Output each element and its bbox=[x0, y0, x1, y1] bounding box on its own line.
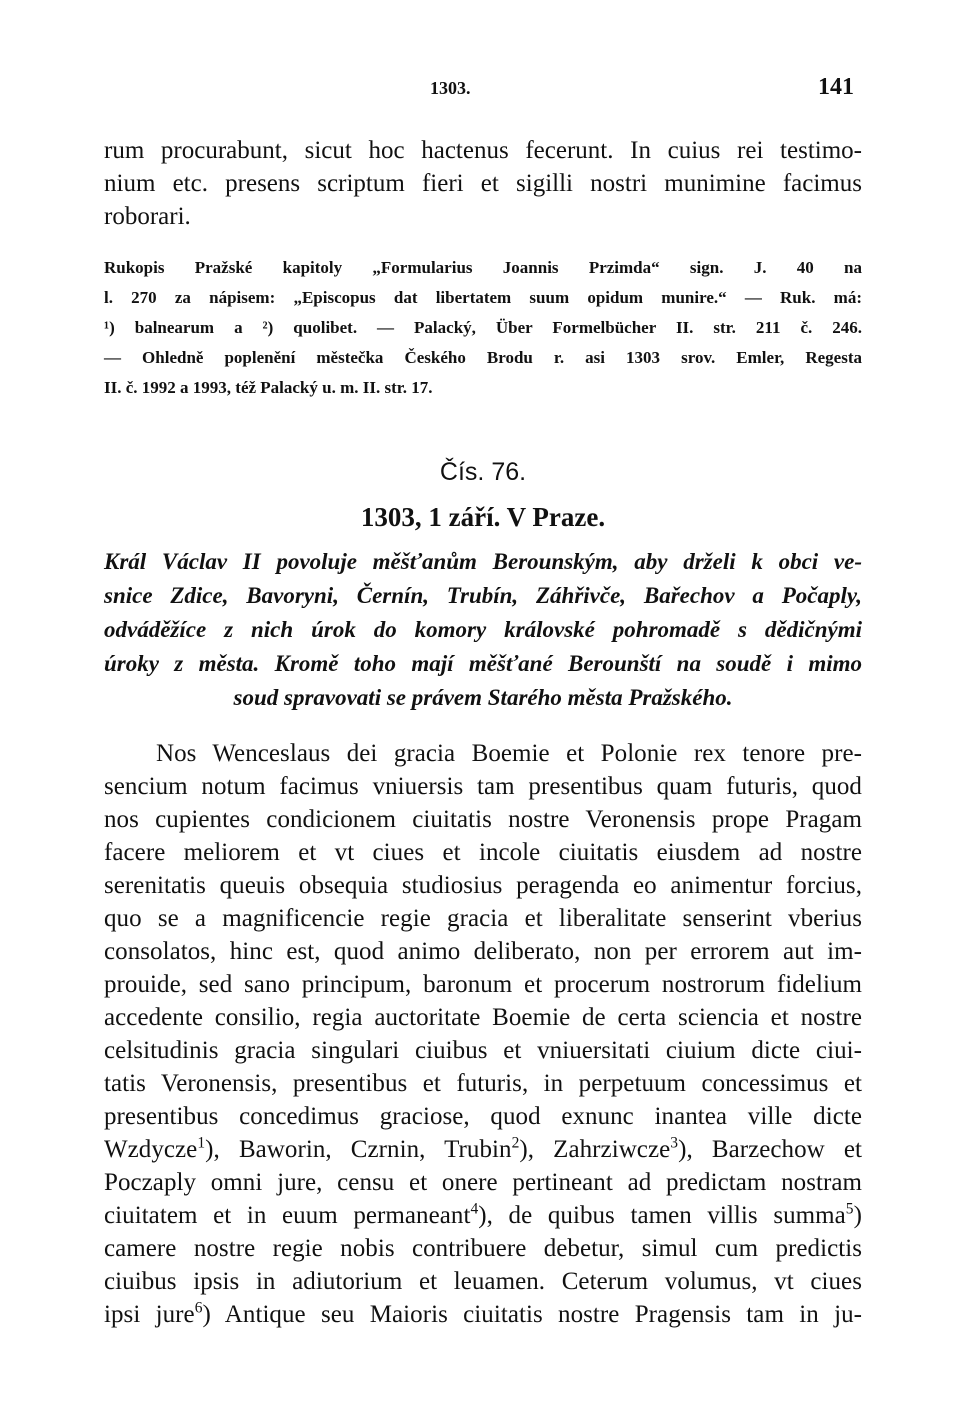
running-header-year: 1303. bbox=[430, 78, 471, 98]
summary-line: odváděžíce z nich úrok do komory královské pohromadě s dědičnými bbox=[104, 617, 862, 642]
footnote-marker: 2 bbox=[511, 1134, 520, 1152]
opening-paragraph bbox=[104, 134, 862, 233]
charter-line: sencium notum facimus vniuersis tam presentibus quam futuris, quod bbox=[104, 773, 862, 800]
charter-line: tatis Veronensis, presentibus et futuris, in perpetuum concessimus et bbox=[104, 1070, 862, 1097]
note-line: Rukopis Pražské kapitoly „Formularius Joannis Przimda“ sign. J. 40 na bbox=[104, 258, 862, 277]
charter-text-fragment: ciuitatem et in euum permaneant bbox=[104, 1202, 471, 1229]
charter-line: Nos Wenceslaus dei gracia Boemie et Polonie rex tenore pre- bbox=[156, 740, 862, 767]
opening-line: rum procurabunt, sicut hoc hactenus fecerunt. In cuius rei testimo- bbox=[104, 137, 862, 164]
charter-line: presentibus concedimus graciose, quod exnunc inantea ville dicte bbox=[104, 1103, 862, 1130]
charter-line: quo se a magnificencie regie gracia et liberalitate senserint vberius bbox=[104, 905, 862, 932]
charter-line bbox=[104, 1133, 862, 1166]
charter-line: prouide, sed sano principum, baronum et procerum nostrorum fidelium bbox=[104, 971, 862, 998]
charter-line: celsitudinis gracia singulari ciuibus et vniuersitati ciuium dicte ciui- bbox=[104, 1037, 862, 1064]
document-page bbox=[104, 70, 862, 1331]
charter-text-fragment: ), Baworin, Czrnin, Trubin bbox=[205, 1136, 512, 1163]
note-line: — Ohledně poplenění městečka Českého Brodu r. asi 1303 srov. Emler, Regesta bbox=[104, 348, 862, 367]
note-line: l. 270 za nápisem: „Episcopus dat libertatem suum opidum munire.“ — Ruk. má: bbox=[104, 288, 862, 307]
charter-line: consolatos, hinc est, quod animo deliberato, non per errorem aut im- bbox=[104, 938, 862, 965]
running-header bbox=[104, 70, 862, 110]
source-note bbox=[104, 253, 862, 403]
footnote-marker: 3 bbox=[670, 1134, 679, 1152]
charter-line: facere meliorem et vt ciues et incole ciuitatis eiusdem ad nostre bbox=[104, 839, 862, 866]
summary-line: Král Václav II povoluje měšťanům Berounským, aby drželi k obci ve- bbox=[104, 549, 862, 574]
document-number: Čís. 76. bbox=[439, 458, 527, 486]
document-date-place: 1303, 1 září. V Praze. bbox=[360, 502, 606, 532]
charter-text-fragment: Wzdycze bbox=[104, 1136, 198, 1163]
charter-text-fragment: ), de quibus tamen villis summa bbox=[478, 1202, 846, 1229]
note-line: ¹) balnearum a ²) quolibet. — Palacký, Über Formelbücher II. str. 211 č. 246. bbox=[104, 318, 862, 337]
charter-text-fragment: ), Barzechow et bbox=[678, 1136, 862, 1163]
charter-text-fragment: ) Antique seu Maioris ciuitatis nostre Pragensis tam in ju- bbox=[202, 1301, 862, 1328]
footnote-marker: 5 bbox=[845, 1200, 854, 1218]
page-number: 141 bbox=[818, 74, 854, 100]
footnote-marker: 4 bbox=[470, 1200, 479, 1218]
summary-line: snice Zdice, Bavoryni, Černín, Trubín, Záhřivče, Bařechov a Počaply, bbox=[104, 583, 862, 608]
charter-line: serenitatis queuis obsequia studiosius peragenda eo animentur forcius, bbox=[104, 872, 862, 899]
charter-line: Poczaply omni jure, censu et onere pertineant ad predictam nostram bbox=[104, 1169, 862, 1196]
charter-text-fragment: ) bbox=[853, 1202, 862, 1229]
summary-line: úroky z města. Kromě toho mají měšťané Berounští na soudě i mimo bbox=[104, 651, 862, 676]
note-line: II. č. 1992 a 1993, též Palacký u. m. II. str. 17. bbox=[104, 378, 433, 397]
summary-line: soud spravovati se právem Starého města Pražského. bbox=[233, 685, 733, 710]
charter-text-fragment: ipsi jure bbox=[104, 1301, 195, 1328]
charter-line bbox=[104, 1199, 862, 1232]
charter-text-fragment: ), Zahrziwcze bbox=[519, 1136, 671, 1163]
document-summary bbox=[104, 545, 862, 715]
opening-line: roborari. bbox=[104, 203, 191, 230]
charter-line: nos cupientes condicionem ciuitatis nostre Veronensis prope Pragam bbox=[104, 806, 862, 833]
footnote-marker: 1 bbox=[197, 1134, 206, 1152]
charter-line bbox=[104, 1298, 862, 1331]
footnote-marker: 6 bbox=[194, 1299, 203, 1317]
charter-line: ciuibus ipsis in adiutorium et leuamen. Ceterum volumus, vt ciues bbox=[104, 1268, 862, 1295]
charter-text bbox=[104, 737, 862, 1331]
charter-line: accedente consilio, regia auctoritate Boemie de certa sciencia et nostre bbox=[104, 1004, 862, 1031]
opening-line: nium etc. presens scriptum fieri et sigilli nostri munimine facimus bbox=[104, 170, 862, 197]
charter-line: camere nostre regie nobis contribuere debetur, simul cum predictis bbox=[104, 1235, 862, 1262]
